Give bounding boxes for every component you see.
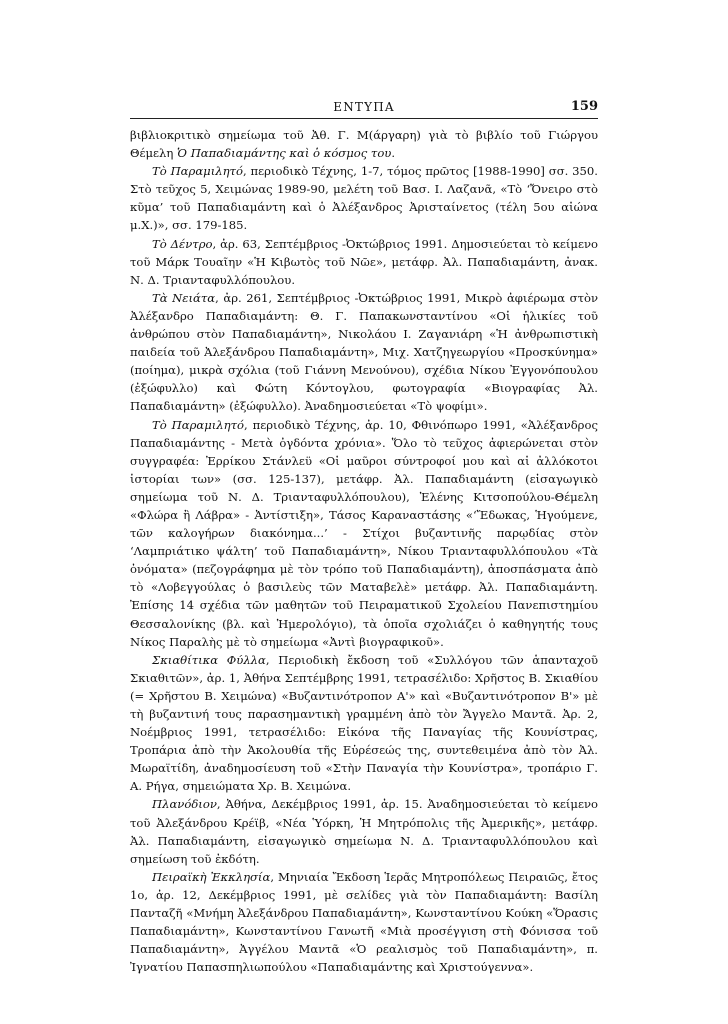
entry-text: , περιοδικὸ Τέχνης, 1-7, τόμος πρῶτος [1988-1990] σσ. 350. Στὸ τεῦχος 5, Χειμώνας 1989-90, μελέτη τοῦ Βασ. Ι. Λαζανᾶ, «Τὸ ‘Ὄνειρο στὸ κῦμα’ τοῦ Παπαδιαμάντη καὶ ὁ Ἀλέξανδρος Ἀρισταίνετος (τέλη 5ου αἰώνα μ.Χ.)», σσ. 179-185. [130,164,598,233]
page-number: 159 [570,99,598,114]
periodical-title: Τὰ Νειάτα [152,290,216,305]
periodical-title: Τὸ Παραμιλητό [152,164,243,179]
entry-text: , ἀρ. 261, Σεπτέμβριος -Ὀκτώβριος 1991, Μικρὸ ἀφιέρωμα στὸν Ἀλέξανδρο Παπαδιαμάντη: Θ. Γ. Παπακωνσταντίνου «Οἱ ἡλικίες τοῦ ἀνθρώπου στὸν Παπαδιαμάντη», Νικολάου Ι. Ζαγανιάρη «Ἡ ἀνθρωπιστικὴ παιδεία τοῦ Ἀλεξάνδρου Παπαδιαμάντη», Μιχ. Χατζηγεωργίου «Προσκύνημα» (ποίημα), μικρὰ σχόλια (τοῦ Γιάννη Μενούνου), σχέδια Νίκου Ἐγγονόπουλου (ἐξώφυλλο) καὶ Φώτη Κόντογλου, φωτογραφία «Βιογραφίας Ἀλ. Παπαδιαμάντη» (ἐξώφυλλο). Ἀναδημοσιεύεται «Τὸ ψοφίμι». [130,290,599,414]
entry-text: , περιοδικὸ Τέχνης, ἀρ. 10, Φθινόπωρο 1991, «Ἀλέξανδρος Παπαδιαμάντης - Μετὰ ὀγδόντα χρόνια». Ὅλο τὸ τεῦχος ἀφιερώνεται στὸν συγγραφέα: Ἐρρίκου Στάνλεϋ «Οἱ μαῦροι σύντροφοί μου καὶ αἱ ἀλλόκοτοι ἱστορίαι των» (σσ. 125-137), μετάφρ. Ἀλ. Παπαδιαμάντη (εἰσαγωγικὸ σημείωμα τοῦ Ν. Δ. Τριανταφυλλόπουλου), Ἑλένης Κιτσοπούλου-Θέμελη «Φλώρα ἢ Λάβρα» - Ἀντίστιξη», Τάσος Καραναστάσης «‘Ἔδωκας, Ἡγούμενε, τῶν καλογήρων διακόνημα...’ - Στίχοι βυζαντινῆς παρῳδίας στὸν ‘Λαμπριάτικο ψάλτη’ τοῦ Παπαδιαμάντη», Νίκου Τριανταφυλλόπουλου «Τὰ ὀνόματα» (πεζογράφημα μὲ τὸν τρόπο τοῦ Παπαδιαμάντη), ἀποσπάσματα ἀπὸ τὸ «Λοβεγγούλας ὁ βασιλεὺς τῶν Ματαβελὲ» μετάφρ. Ἀλ. Παπαδιαμάντη. Ἐπίσης 14 σχέδια τῶν μαθητῶν τοῦ Πειραματικοῦ Σχολείου Πανεπιστημίου Θεσσαλονίκης (βλ. καὶ Ἡμερολόγιο), τὰ ὁποῖα σχολιάζει ὁ καθηγητής τους Νίκος Παραλὴς μὲ τὸ σημείωμα «Ἀντὶ βιογραφικοῦ». [130,417,598,649]
book-title: Ὁ Παπαδιαμάντης καὶ ὁ κόσμος του [177,146,392,161]
entry-paramilito-2 [130,416,598,651]
running-title: ΕΝΤΥΠΑ [333,100,395,114]
entry-text: , ἀρ. 63, Σεπτέμβριος -Ὀκτώβριος 1991. Δημοσιεύεται τὸ κείμενο τοῦ Μάρκ Τουαῖην «Ἡ Κιβωτὸς τοῦ Νῶε», μετάφρ. Ἀλ. Παπαδιαμάντη, ἀνακ. Ν. Δ. Τριανταφυλλόπουλου. [130,236,598,287]
entry-peiraiki-ekklisia [130,868,598,977]
header-rule [130,118,598,119]
entry-paramilito-1 [130,162,598,234]
paragraph-tail: . [391,146,396,161]
periodical-title: Πειραϊκὴ Ἐκκλησία [152,869,271,884]
entry-text: , Ἀθήνα, Δεκέμβριος 1991, ἀρ. 15. Ἀναδημοσιεύεται τὸ κείμενο τοῦ Ἀλεξάνδρου Κρέϊβ, «Νέα Ὑόρκη, Ἡ Μητρόπολις τῆς Ἀμερικῆς», μετάφρ. Ἀλ. Παπαδιαμάντη, εἰσαγωγικὸ σημείωμα Ν. Δ. Τριανταφυλλόπουλου καὶ σημείωση τοῦ ἐκδότη. [130,797,598,866]
page-header [130,100,598,120]
entry-text: , Περιοδικὴ ἔκδοση τοῦ «Συλλόγου τῶν ἁπανταχοῦ Σκιαθιτῶν», ἀρ. 1, Ἀθήνα Σεπτέμβρης 1991, τετρασέλιδο: Χρῆστος Β. Σκιαθίου (= Χρῆστου Β. Χειμώνα) «Βυζαντινότροπον Α'» καὶ «Βυζαντινότροπον Β'» μὲ τὴ βυζαντινή τους παρασημαντικὴ γραμμένη ἀπὸ τὸν Ἄγγελο Μαντᾶ. Ἀρ. 2, Νοέμβριος 1991, τετρασέλιδο: Εἰκόνα τῆς Παναγίας τῆς Κουνίστρας, Τροπάρια ἀπὸ τὴν Ἀκολουθία τῆς Εὑρέσεώς της, συντεθειμένα ἀπὸ τὸν Ἀλ. Μωραϊτίδη, ἀναδημοσίευση τοῦ «Στὴν Παναγία τὴν Κουνίστρα», τροπάριο Γ. Α. Ρήγα, σημειώματα Χρ. Β. Χειμώνα. [130,652,599,794]
periodical-title: Σκιαθίτικα Φύλλα [152,652,266,667]
periodical-title: Τὸ Δέντρο [152,236,213,251]
entry-planodion [130,795,598,867]
entry-text: , Μηνιαία Ἔκδοση Ἱερᾶς Μητροπόλεως Πειραιῶς, ἔτος 1ο, ἀρ. 12, Δεκέμβριος 1991, μὲ σελίδες γιὰ τὸν Παπαδιαμάντη: Βασίλη Πανταζῆ «Μνήμη Ἀλεξάνδρου Παπαδιαμάντη», Κωνσταντίνου Κούκη «Ὅρασις Παπαδιαμάντη», Κωνσταντίνου Γανωτῆ «Μιὰ προσέγγιση στὴ Φόνισσα τοῦ Παπαδιαμάντη», Ἀγγέλου Μαντᾶ «Ὁ ρεαλισμὸς τοῦ Παπαδιαμάντη», π. Ἰγνατίου Παπασπηλιωπούλου «Παπαδιαμάντης καὶ Χριστούγεννα». [130,869,599,975]
paragraph-continuation [130,126,598,162]
entry-neiata [130,289,598,416]
periodical-title: Πλανόδιον [152,797,217,812]
entry-dentro [130,235,598,289]
entry-skiathitika-fylla [130,651,598,796]
periodical-title: Τὸ Παραμιλητό [152,417,244,432]
body-text [130,126,598,976]
paragraph-text: βιβλιοκριτικὸ σημείωμα τοῦ Ἀθ. Γ. Μ(άργαρη) γιὰ τὸ βιβλίο τοῦ Γιώργου Θέμελη [130,128,598,161]
